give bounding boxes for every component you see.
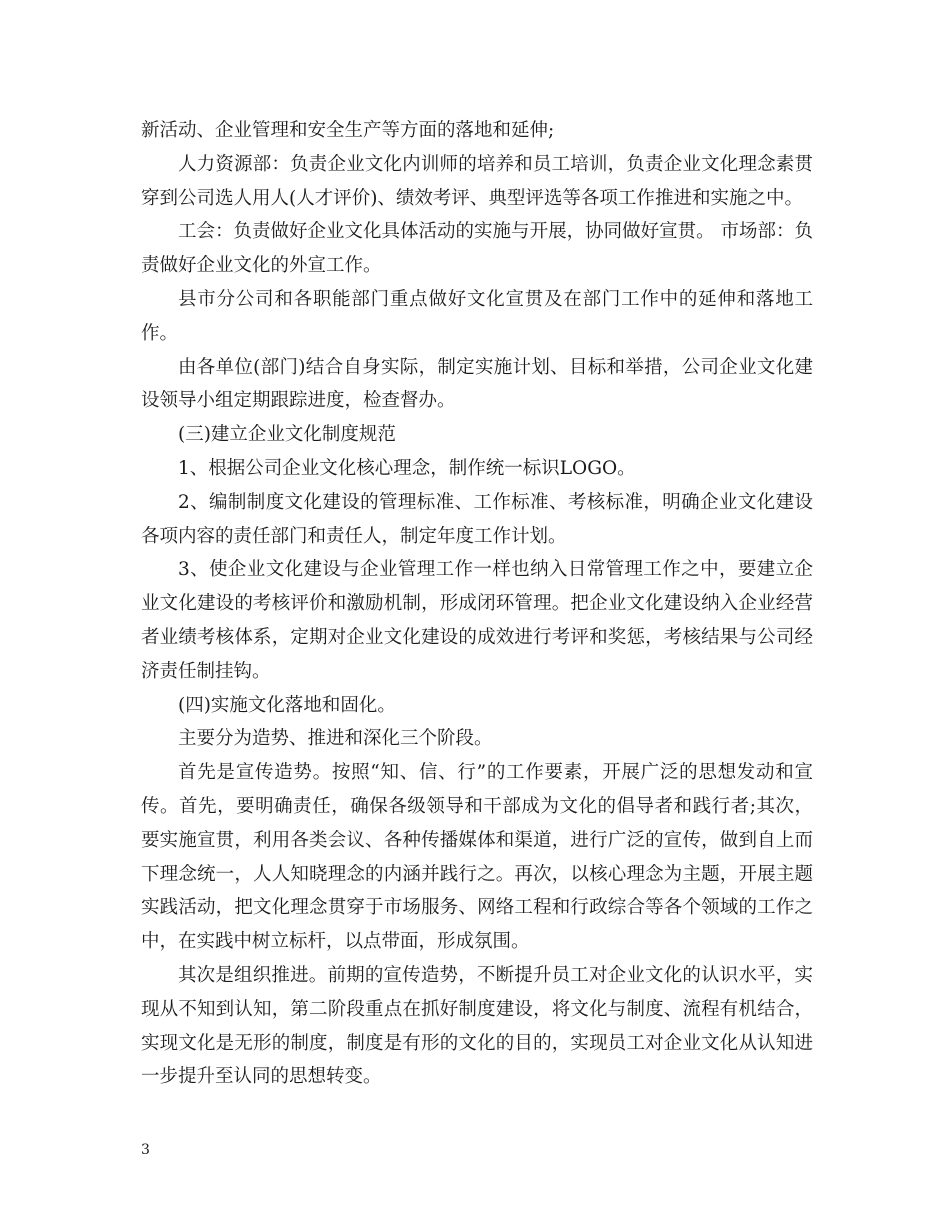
section-heading-3: (三)建立企业文化制度规范 [178, 424, 396, 446]
section-heading-4: (四)实施文化落地和固化。 [178, 694, 396, 716]
page-number: 3 [141, 1142, 150, 1158]
paragraph-stages: 主要分为造势、推进和深化三个阶段。 [178, 728, 493, 750]
paragraph-4: 县市分公司和各职能部门重点做好文化宣贯及在部门工作中的延伸和落地工作。 [141, 288, 813, 344]
list-item-3: 3、使企业文化建设与企业管理工作一样也纳入日常管理工作之中，要建立企业文化建设的考核评价和激励机制，形成闭环管理。把企业文化建设纳入企业经营者业绩考核体系，定期对企业文化建设的成效进行考评和奖惩，考核结果与公司经济责任制挂钩。 [141, 559, 813, 682]
list-item-2: 2、编制制度文化建设的管理标准、工作标准、考核标准，明确企业文化建设各项内容的责任部门和责任人，制定年度工作计划。 [141, 491, 813, 547]
paragraph-2: 人力资源部：负责企业文化内训师的培养和员工培训，负责企业文化理念素贯穿到公司选人用人(人才评价)、绩效考评、典型评选等各项工作推进和实施之中。 [141, 153, 813, 209]
paragraph-publicity: 首先是宣传造势。按照“知、信、行”的工作要素，开展广泛的思想发动和宣传。首先，要明确责任，确保各级领导和干部成为文化的倡导者和践行者;其次，要实施宣贯，利用各类会议、各种传播媒体和渠道，进行广泛的宣传，做到自上而下理念统一，人人知晓理念的内涵并践行之。再次，以核心理念为主题，开展主题实践活动，把文化理念贯穿于市场服务、网络工程和行政综合等各个领域的工作之中，在实践中树立标杆，以点带面，形成氛围。 [141, 762, 813, 953]
document-body [141, 114, 813, 1094]
list-item-1: 1、根据公司企业文化核心理念，制作统一标识LOGO。 [178, 457, 636, 479]
paragraph-1: 新活动、企业管理和安全生产等方面的落地和延伸; [141, 120, 555, 141]
paragraph-3: 工会：负责做好企业文化具体活动的实施与开展，协同做好宣贯。 市场部：负责做好企业文化的外宣工作。 [141, 221, 813, 277]
paragraph-promotion: 其次是组织推进。前期的宣传造势，不断提升员工对企业文化的认识水平，实现从不知到认知，第二阶段重点在抓好制度建设，将文化与制度、流程有机结合，实现文化是无形的制度，制度是有形的文化的目的，实现员工对企业文化从认知进一步提升至认同的思想转变。 [141, 964, 813, 1088]
paragraph-5: 由各单位(部门)结合自身实际，制定实施计划、目标和举措，公司企业文化建设领导小组定期跟踪进度，检查督办。 [141, 356, 813, 412]
